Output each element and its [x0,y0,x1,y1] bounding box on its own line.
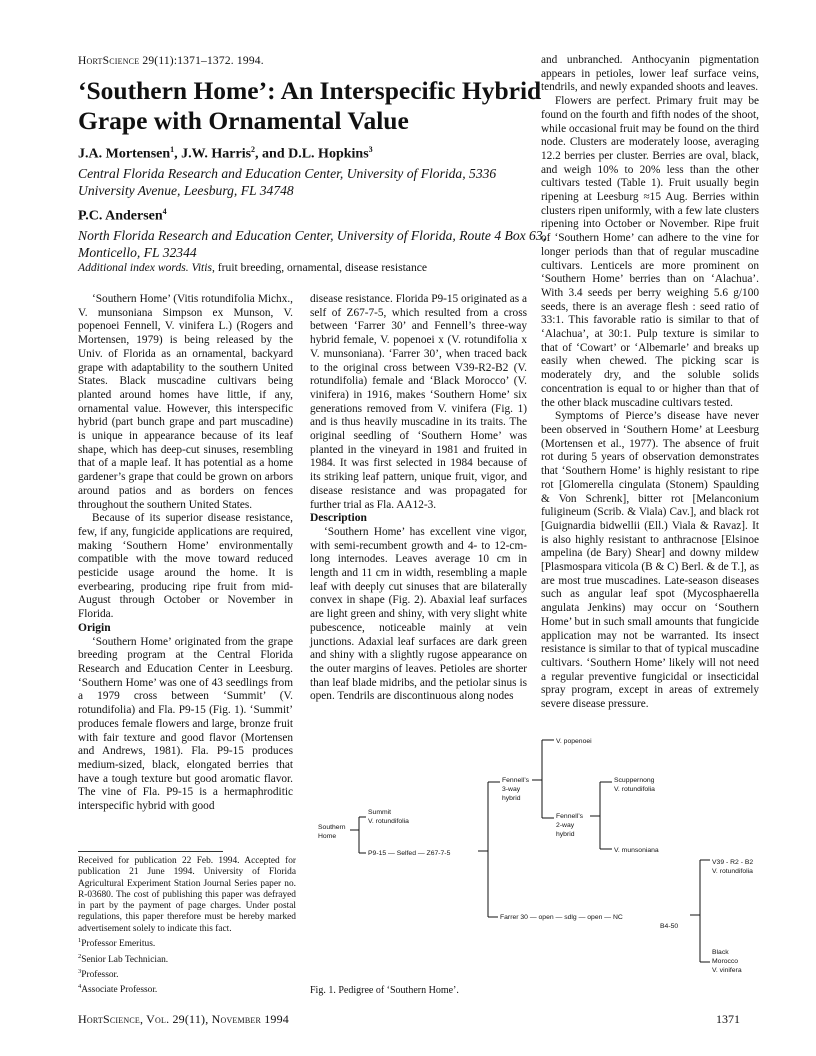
author-name: P.C. Andersen [78,208,163,224]
footnote [78,951,296,966]
paragraph: ‘Southern Home’ originated from the grape breeding program at the Central Florida Research and Education Center in Leesburg. ‘Southern Home’ was one of 43 seedlings from a 1979 cross between ‘Summit’ (V. rotundifolia) and Fla. P9-15 (Fig. 1). ‘Summit’ produces female flowers and large, bronze fruit with fair texture and good flavor (Mortensen and Andrews, 1981). Fla. P9-15 produces medium-sized, black, elongated berries that have a tough texture but good aromatic flavor. The vine of Fla. P9-15 is a hermaphroditic interspecific hybrid with good [78,635,293,813]
page-footer [78,1012,289,1027]
footnote-sup: 2 [78,952,82,960]
paragraph: Because of its superior disease resistance, few, if any, fungicide applications are required, making ‘Southern Home’ environmentally compatible with the move toward reduced pesticide usage around the home. It is everbearing, producing ripe fruit from mid-August through October or November in Florida. [78,512,293,621]
article-title: ‘Southern Home’: An Interspecific Hybrid Grape with Ornamental Value [78,76,542,135]
author-list-1 [78,145,373,163]
footnotes [78,856,296,997]
footnote-received: Received for publication 22 Feb. 1994. Accepted for publication 21 June 1994. University of Florida Agricultural Experiment Station Journal Series paper no. R-03680. The cost of publishing this paper was defrayed in part by the payment of page charges. Under postal regulations, this paper therefore must be hereby marked advertisement solely to indicate this fact. [78,856,296,934]
paragraph: Symptoms of Pierce’s disease have never been observed in ‘Southern Home’ at Leesburg (Mortensen et al., 1977). The absence of fruit rot during 5 years of observation demonstrates that ‘Southern Home’ is highly resistant to ripe rot [Glomerella cingulata (Stonem) Spaulding & Von Schrenk], bitter rot [Melanconium fuligineum (Scrib. & Viala) Cav.], and black rot [Guignardia bidwellii (Ell.) Viala & Ravaz]. It is also highly resistant to anthracnose [Elsinoe ampelina (de Bary) Shear] and downy mildew [Plasmospara viticola (B & C) Berl. & de T.], as are most true muscadines. Late-season diseases such as angular leaf spot (Mycosphaerella angulata Jenkins) may occur on ‘Southern Home’ but in such small amounts that fungicide application may not be warranted. Its insect resistance is similar to that of typical muscadine cultivars. ‘Southern Home’ likely will not need a regular preventive fungicidal or insecticidal spray program, except in areas of extremely severe disease pressure. [541,410,759,711]
footnote-text: Senior Lab Technician. [81,954,169,965]
index-words-list: , fruit breeding, ornamental, disease resistance [212,261,428,274]
node-black-morocco: Black [712,949,729,956]
journal-name: HortScience [78,55,140,67]
author-name: J.A. Mortensen [78,146,171,162]
node-fennell-3way: 3-way [502,786,521,793]
node-southern-home: Southern [318,824,346,831]
paragraph: ‘Southern Home’ (Vitis rotundifolia Michx., V. munsoniana Simpson ex Munson, V. popenoei Fennell, V. vinifera L.) (Rogers and Mortensen, 1979) is being released by the Univ. of Florida as an ornamental, backyard grape with adaptability to the southern United States. Black muscadine cultivars being planted around homes have little, if any, ornamental value. However, this interspecific hybrid (part bunch grape and part muscadine) is unique in appearance because of its leaf shape, which has deep-cut sinuses, resembling that of a maple leaf. It has potential as a home gardener’s grape that could be grown on arbors around patios and as borders on fences throughout the southern United States. [78,293,293,511]
node-fennell-3way: Fennell’s [502,777,530,784]
node-southern-home: Home [318,833,337,840]
node-black-morocco: V. vinifera [712,967,742,974]
node-summit: Summit [368,809,392,816]
node-v-popenoei: V. popenoei [556,738,592,745]
author-name: D.L. Hopkins [288,146,369,162]
node-fennell-2way: Fennell’s [556,813,584,820]
paragraph: ‘Southern Home’ has excellent vine vigor, with semi-recumbent growth and 4- to 12-cm-long internodes. Leaves average 10 cm in length and 11 cm in width, resembling a maple leaf with deeply cut sinuses that are bilaterally convex in shape (Fig. 2). Abaxial leaf surfaces are light green and shiny, with very slight white pubescence, noticeable mainly at vein junctions. Adaxial leaf surfaces are dark green and shiny with a slightly rugose appearance on the outer margins of leaves. Petioles are shorter than leaf blade midribs, and the petiolar sinus is open. Tendrils are discontinuous along nodes [310,525,527,703]
body-column-1 [78,293,293,814]
node-fennell-2way: hybrid [556,831,575,838]
node-v39: V39 - R2 - B2 [712,859,754,866]
footer-journal: HortScience [78,1012,140,1026]
body-column-3 [541,54,759,712]
paragraph: Flowers are perfect. Primary fruit may be found on the fourth and fifth nodes of the shoot, while occasional fruit may be found on the third node. Clusters are moderately loose, averaging 12.2 berries per cluster. Berries are oval, black, and weigh 10% to 20% less than the other cultivars tested (Table 1). Fruit usually begin ripening at Leesburg ≈15 Aug. Berries within clusters ripen uniformly, with a few late clusters ripening into October or November. Ripe fruit of ‘Southern Home’ can adhere to the vine for longer periods than that of regular muscadine cultivars. Lenticels are more prominent on ‘Southern Home’ berries than on ‘Alachua’. With 3.4 seeds per berry weighing 5.6 g/100 seeds, there is an average flesh : seed ratio of 33:1. This favorable ratio is similar to that of ‘Alachua’, at 30:1. Pulp texture is similar to that of ‘Cowart’ or ‘Albemarle’ and breaks up easily when chewed. The picking scar is moderately dry, and the soluble solids concentration is equal to or higher than that of the other black muscadine cultivars tested. [541,95,759,409]
footnote [78,981,296,996]
author-sep: , [174,146,182,162]
node-black-morocco: Morocco [712,958,739,965]
body-column-2 [310,293,527,704]
pedigree-diagram [310,732,780,982]
author-name: J.W. Harris [181,146,252,162]
author-sup: 4 [162,207,167,216]
footnote [78,966,296,981]
footnote-sup: 3 [78,967,82,975]
author-sup: 3 [368,145,373,154]
footnote [78,935,296,950]
footnote-rule [78,851,223,852]
affiliation-2: North Florida Research and Education Center, University of Florida, Route 4 Box 63, Monticello, FL 32344 [78,228,547,260]
author-sep: , and [255,146,289,162]
journal-header [78,55,264,67]
node-b4-50: B4-50 [660,923,679,930]
section-heading-description: Description [310,512,367,525]
footnote-sup: 4 [78,983,82,991]
index-words-label: Additional index words. [78,261,189,274]
page-number: 1371 [716,1012,740,1026]
node-farrer-30-chain: Farrer 30 — open — sdlg — open — NC [500,914,623,921]
affiliation-1: Central Florida Research and Education Center, University of Florida, 5336 University Avenue, Leesburg, FL 34748 [78,166,497,198]
node-v39: V. rotundifolia [712,868,753,875]
node-fennell-2way: 2-way [556,822,575,829]
footnote-text: Associate Professor. [81,985,158,996]
author-sup: 2 [251,145,256,154]
author-sup: 1 [170,145,175,154]
footnote-text: Professor. [81,970,119,981]
node-p9-15-chain: P9-15 — Selfed — Z67-7-5 [368,850,451,857]
section-heading-origin: Origin [78,621,111,634]
node-summit: V. rotundifolia [368,818,409,825]
citation: 29(11):1371–1372. 1994. [139,55,264,67]
footnote-text: Professor Emeritus. [81,939,156,950]
node-scuppernong: Scuppernong [614,777,655,784]
paragraph: disease resistance. Florida P9-15 originated as a self of Z67-7-5, which resulted from a cross between ‘Farrer 30’ and Fennell’s three-way hybrid female, V. popenoei x (V. rotundifolia x V. munsoniana). ‘Farrer 30’, when traced back to the original cross between V39-R2-B2 (V. rotundifolia) female and ‘Black Morocco’ (V. vinifera) in 1916, makes ‘Southern Home’ six generations removed from V. vinifera (Fig. 1) and is thus heavily muscadine in its traits. The original seedling of ‘Southern Home’ was planted in the vineyard in 1981 and fruited in 1984. It was first selected in 1984 because of its striking leaf pattern, unique fruit, vigor, and disease resistance and was propagated for further trial as Fla. AA12-3. [310,293,527,511]
author-list-2 [78,207,167,225]
footnote-sup: 1 [78,937,82,945]
node-v-munsoniana: V. munsoniana [614,847,659,854]
index-words-genus: Vitis [191,261,212,274]
figure-caption: Fig. 1. Pedigree of ‘Southern Home’. [310,985,459,996]
paragraph: and unbranched. Anthocyanin pigmentation appears in petioles, lower leaf surface veins, tendrils, and newly expanded shoots and leaves. [541,54,759,94]
node-scuppernong: V. rotundifolia [614,786,655,793]
footer-issue: , Vol. 29(11), November 1994 [139,1012,289,1026]
index-words [78,261,427,274]
node-fennell-3way: hybrid [502,795,521,802]
